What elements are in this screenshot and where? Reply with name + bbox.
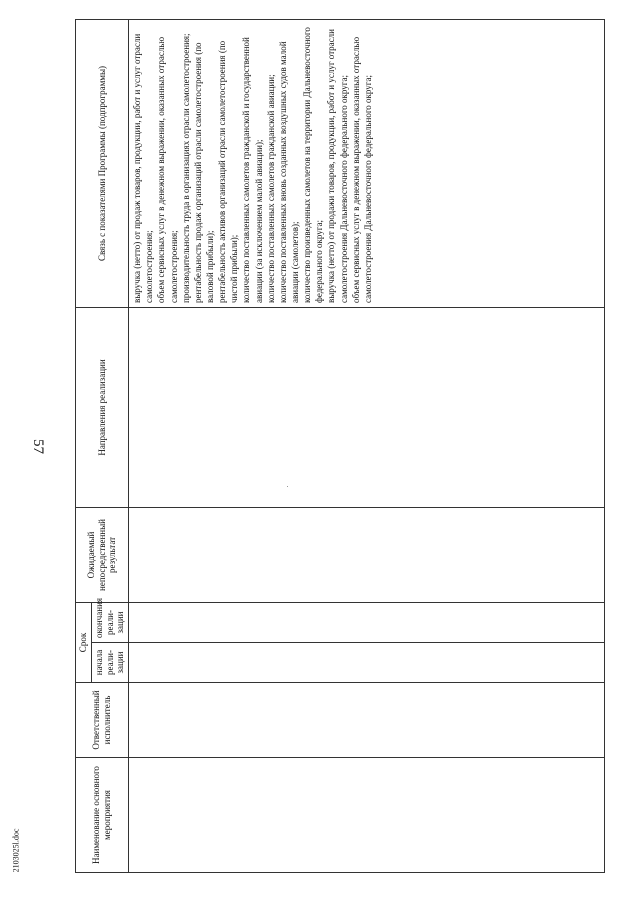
indicator-line: выручка (нетто) от продаж товаров, продукции, работ и услуг отрасли самолетостроения; (132, 33, 155, 303)
page-number: 57 (30, 439, 46, 454)
table-row (129, 19, 605, 872)
indicator-line: выручка (нетто) от продажи товаров, продукции, работ и услуг отрасли самолетостроения Дальневосточного федерального округа; (326, 29, 349, 303)
indicator-line: количество произведенных самолетов на территории Дальневосточного федерального округа; (302, 27, 325, 303)
cell-executor (129, 683, 605, 758)
indicator-line: рентабельность активов организаций отрасли самолетостроения (по чистой прибыли); (217, 40, 240, 303)
cell-indicators (129, 19, 605, 307)
header-term-end: окончания реали-зации (91, 602, 128, 642)
cell-directions (129, 307, 605, 507)
indicator-line: производительность труда в организациях отрасли самолетостроения; (180, 33, 191, 303)
cell-expected-result (129, 507, 605, 602)
indicator-line: объем сервисных услуг в денежном выражении, оказанных отраслью самолетостроения; (156, 36, 179, 303)
header-directions: Направления реализации (76, 307, 129, 507)
indicator-line: количество поставленных самолетов гражданской авиации; (265, 74, 276, 303)
indicator-line: количество поставленных самолетов гражданской и государственной авиации (за исключением малой авиации); (241, 37, 264, 303)
cell-event-name (129, 758, 605, 873)
cell-term-start (129, 643, 605, 683)
program-table (75, 19, 605, 873)
file-name-footer: 2103025l.doc (11, 828, 21, 873)
header-expected-result: Ожидаемый непосредственный результат (76, 507, 129, 602)
header-term-start: начала реали-зации (91, 643, 128, 683)
scan-dot (287, 486, 288, 487)
indicator-line: объем сервисных услуг в денежном выражении, оказанных отраслью самолетостроения Дальневосточного федерального округа; (350, 36, 373, 303)
program-table-container (75, 20, 605, 873)
header-term: Срок (76, 602, 92, 682)
header-row (76, 19, 92, 872)
indicator-line: рентабельность продаж организаций отрасли самолетостроения (по валовой прибыли); (192, 42, 216, 303)
header-link-indicators: Связь с показателями Программы (подпрограммы) (76, 19, 129, 307)
cell-term-end (129, 602, 605, 642)
indicator-line: количество поставленных вновь созданных воздушных судов малой авиации (самолетов); (277, 41, 301, 303)
header-executor: Ответственный исполнитель (76, 683, 129, 758)
header-event-name: Наименование основного мероприятия (76, 758, 129, 873)
